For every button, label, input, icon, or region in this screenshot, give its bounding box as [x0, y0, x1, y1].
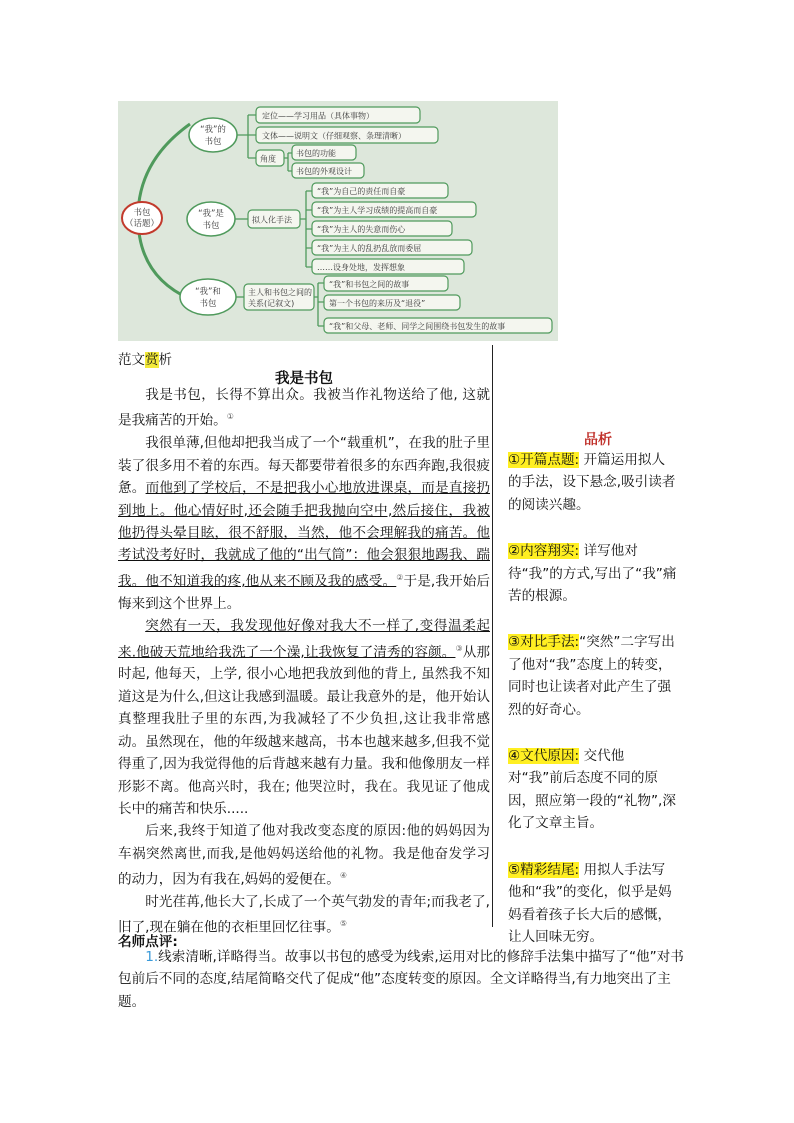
topic-mind-map [118, 101, 558, 341]
marker-3: ③ [455, 643, 463, 653]
branch-1-sub-2: 文体——说明文（仔细观察、条理清晰） [262, 131, 406, 141]
essay-paragraph-3: 突然有一天，我发现他好像对我大不一样了,变得温柔起来.他破天荒地给我洗了一个澡,让我恢复了清秀的容颜。③从那时起, 他每天，上学, 很小心地把我放到他的背上, 虽然我不知道这是为什么,但这让我感到温暖。最让我意外的是，他开始认真整理我肚子里的东西,为我减轻了不少负担,这让我非常感动。虽然现在，他的年级越来越高，书本也越来越多,但我不觉得重了,因为我觉得他的后背越来越有力量。我和他像朋友一样形影不离。他高兴时，我在; 他哭泣时，我在。我见证了他成长中的痛苦和快乐..... [118, 618, 491, 817]
branch-2-item-4: “我”为主人的乱扔乱放而委屈 [317, 244, 422, 253]
branch-3-sub-1-line1: 主人和书包之间的 [248, 288, 312, 297]
branch-3-item-2: 第一个书包的来历及“退役” [329, 299, 426, 308]
branch-3-title-line2: 书包 [199, 299, 217, 309]
analysis-item-3: ③对比手法:“突然”二字写出了他对“我”态度上的转变，同时也让读者对此产生了强烈的好奇心。 [508, 634, 675, 718]
essay-title: 我是书包 [275, 371, 333, 387]
essay-body [118, 384, 490, 939]
marker-5: ⑤ [339, 919, 347, 929]
branch-2-item-5: ……设身处地，发挥想象 [317, 263, 405, 272]
branch-1-sub-1: 定位——学习用品（具体事物） [262, 111, 374, 121]
marker-1: ① [226, 412, 234, 422]
branch-3-title-line1: “我”和 [195, 287, 221, 297]
mind-map-center-node [122, 202, 162, 234]
column-divider [492, 345, 493, 927]
underlined-passage-3: 突然有一天，我发现他好像对我大不一样了,变得温柔起来.他破天荒地给我洗了一个澡,让我恢复了清秀的容颜。 [118, 618, 490, 661]
analysis-item-1: ①开篇点题: 开篇运用拟人的手法，设下悬念,吸引读者的阅读兴趣。 [508, 452, 676, 513]
branch-2-item-2: “我”为主人学习成绩的提高而自豪 [317, 206, 438, 215]
branch-2-title-line2: 书包 [202, 221, 220, 231]
review-body: 1.线索清晰,详略得当。故事以书包的感受为线索,运用对比的修辞手法集中描写了“他”对书包前后不同的态度,结尾简略交代了促成“他”态度转变的原因。全文详略得当,有力地突出了主题。 [118, 949, 684, 1010]
section-label-c: 析 [158, 352, 172, 368]
mind-map-center-line2: （话题） [124, 219, 160, 229]
branch-2-item-3: “我”为主人的失意而伤心 [317, 225, 406, 234]
branch-2-item-1: “我”为自己的责任而自豪 [317, 187, 406, 196]
analysis-item-2: ②内容翔实: 详写他对待“我”的方式,写出了“我”痛苦的根源。 [508, 543, 677, 605]
branch-2-sub-1: 拟人化手法 [252, 215, 292, 225]
essay-paragraph-2: 我很单薄,但他却把我当成了一个“载重机”，在我的肚子里装了很多用不着的东西。每天都要带着很多的东西奔跑,我很疲惫。而他到了学校后，不是把我小心地放进课桌，而是直接扔到地上。他心情好时,还会随手把我抛向空中,然后接住，我被他扔得头晕目眩，很不舒服，当然，他不会理解我的痛苦。他考试没考好时，我就成了他的“出气筒”：他会狠狠地踢我、踹我。他不知道我的疼,他从来不顾及我的感受。②于是,我开始后悔来到这个世界上。 [118, 435, 491, 612]
marker-4: ④ [339, 871, 347, 881]
underlined-passage-2: 而他到了学校后，不是把我小心地放进课桌，而是直接扔到地上。他心情好时,还会随手把我抛向空中,然后接住，我被他扔得头晕目眩，很不舒服，当然，他不会理解我的痛苦。他考试没考好时，我就成了他的“出气筒”：他会狠狠地踢我、踹我。他不知道我的疼,他从来不顾及我的感受。 [118, 480, 491, 590]
analysis-item-4: ④文代原因: 交代他对“我”前后态度不同的原因，照应第一段的“礼物”,深化了文章主旨。 [508, 748, 676, 832]
analysis-item-5: ⑤精彩结尾: 用拟人手法写他和“我”的变化，似乎是妈妈看着孩子长大后的感慨，让人回味无穷。 [508, 861, 672, 945]
branch-3-item-3: “我”和父母、老师、同学之间围绕书包发生的故事 [329, 322, 506, 331]
review-heading: 名师点评: [118, 934, 178, 950]
branch-2-title-line1: “我”是 [198, 209, 224, 219]
analysis-heading: 品析 [584, 432, 612, 448]
marker-2: ② [396, 572, 404, 582]
branch-1-item-1: 书包的功能 [296, 149, 336, 158]
branch-3-sub-1-line2: 关系(记叙文) [248, 299, 295, 308]
essay-paragraph-4: 后来,我终于知道了他对我改变态度的原因:他的妈妈因为车祸突然离世,而我,是他妈妈送给他的礼物。我是他奋发学习的动力，因为有我在,妈妈的爱便在。④ [118, 823, 490, 888]
branch-1-title-line1: “我”的 [200, 125, 226, 135]
section-label [118, 348, 172, 368]
analysis-list [508, 449, 678, 972]
essay-paragraph-5: 时光荏苒,他长大了,长成了一个英气勃发的青年;而我老了,旧了,现在躺在他的衣柜里回忆往事。⑤ [118, 894, 490, 936]
section-label-a: 范文 [118, 352, 145, 368]
review-number: 1. [145, 949, 159, 965]
mind-map-center-line1: 书包 [133, 208, 151, 218]
branch-1-item-2: 书包的外观设计 [296, 167, 352, 176]
branch-3-item-1: “我”和书包之间的故事 [329, 280, 410, 289]
section-label-b: 赏 [145, 352, 159, 368]
branch-1-sub-3: 角度 [260, 154, 276, 164]
essay-paragraph-1: 我是书包，长得不算出众。我被当作礼物送给了他, 这就是我痛苦的开始。① [118, 387, 490, 429]
branch-1-title-line2: 书包 [204, 137, 222, 147]
